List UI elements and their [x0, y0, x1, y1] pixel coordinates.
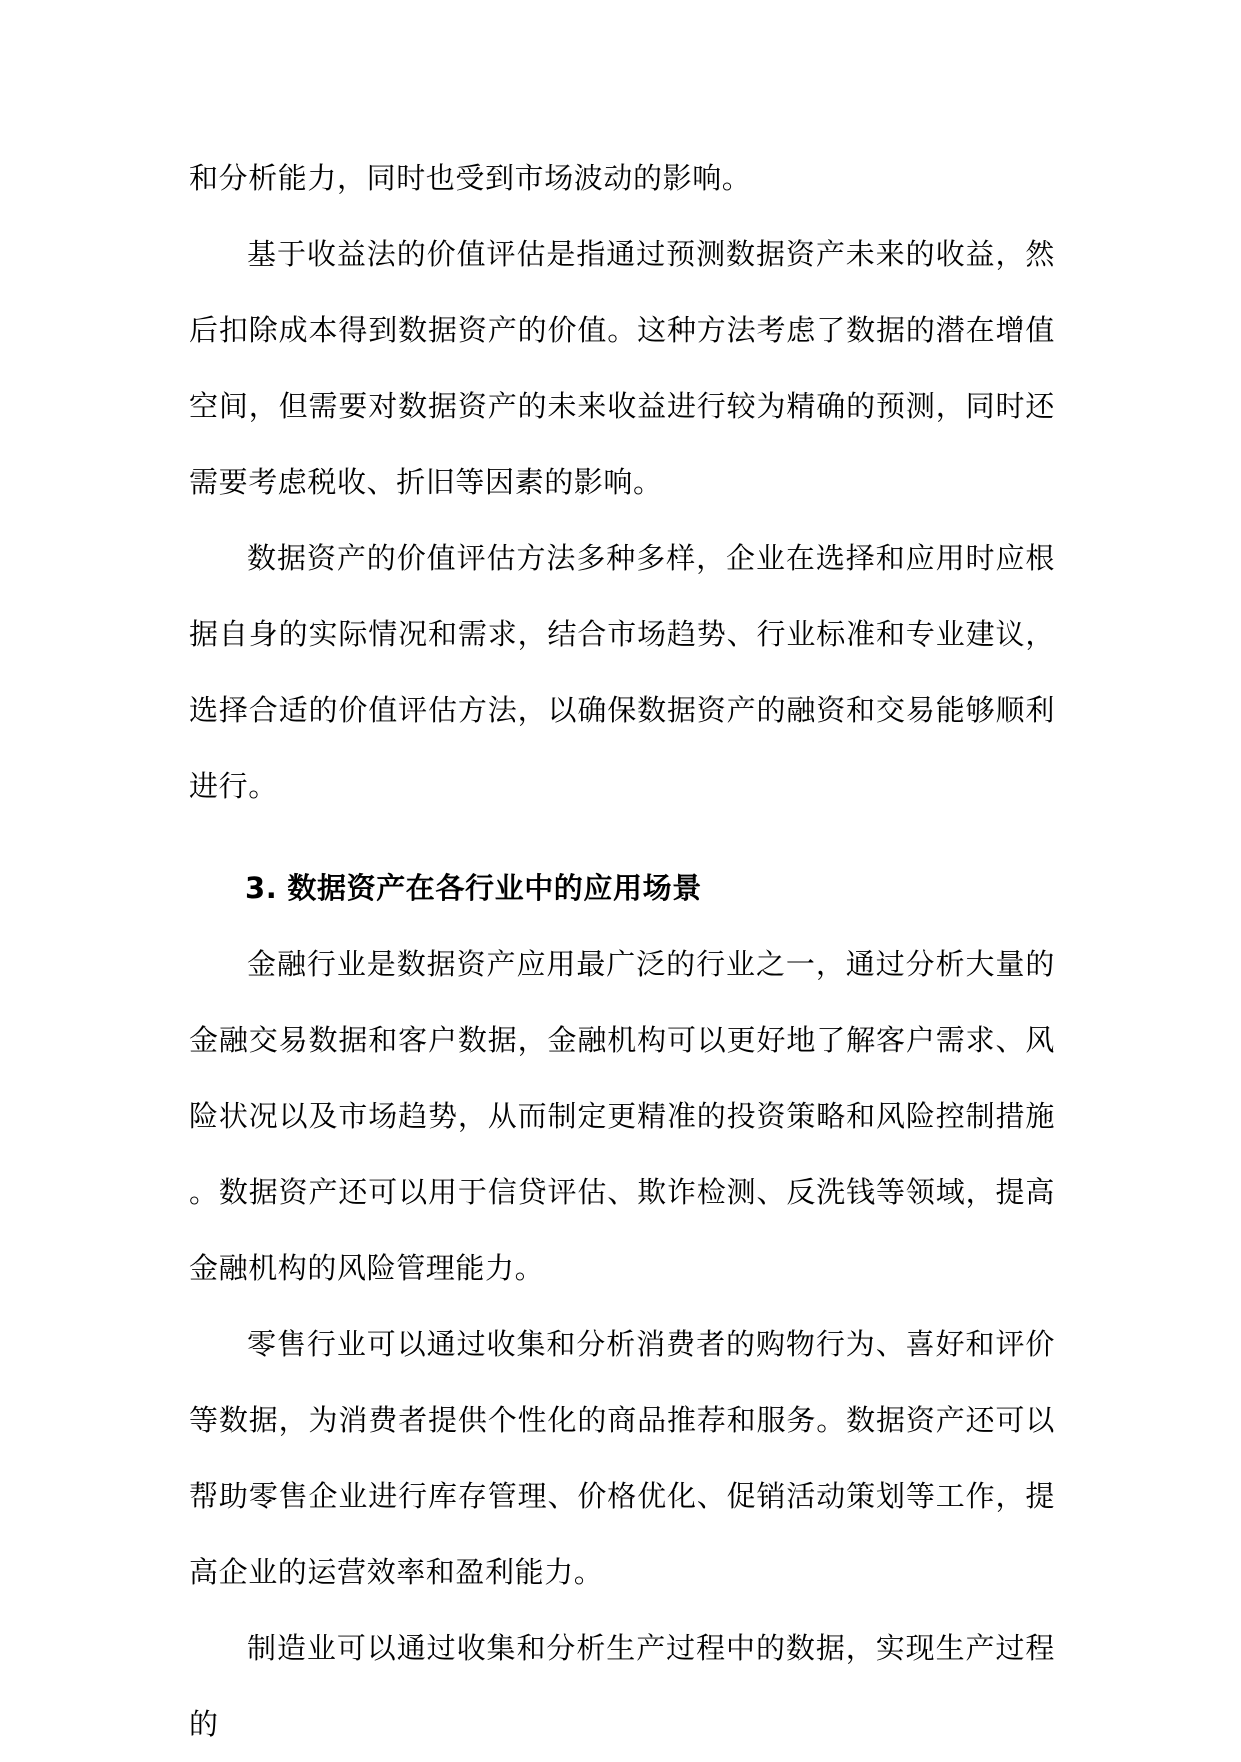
paragraph-manufacturing: 制造业可以通过收集和分析生产过程中的数据，实现生产过程的 [189, 1631, 1055, 1741]
paragraph-continuation: 和分析能力，同时也受到市场波动的影响。 [189, 161, 752, 195]
section-number: 3. [245, 871, 278, 905]
paragraph-valuation-summary: 数据资产的价值评估方法多种多样，企业在选择和应用时应根据自身的实际情况和需求，结合市场趋势、行业标准和专业建议，选择合适的价值评估方法，以确保数据资产的融资和交易能够顺利进行。 [189, 541, 1055, 803]
paragraph-income-approach: 基于收益法的价值评估是指通过预测数据资产未来的收益，然后扣除成本得到数据资产的价值。这种方法考虑了数据的潜在增值空间，但需要对数据资产的未来收益进行较为精确的预测，同时还需要考虑税收、折旧等因素的影响。 [189, 237, 1055, 499]
section-heading [189, 850, 1055, 926]
paragraph-finance: 金融行业是数据资产应用最广泛的行业之一，通过分析大量的金融交易数据和客户数据，金融机构可以更好地了解客户需求、风险状况以及市场趋势，从而制定更精准的投资策略和风险控制措施。数据资产还可以用于信贷评估、欺诈检测、反洗钱等领域，提高金融机构的风险管理能力。 [189, 947, 1055, 1285]
section-title: 数据资产在各行业中的应用场景 [287, 871, 702, 905]
paragraph-retail: 零售行业可以通过收集和分析消费者的购物行为、喜好和评价等数据，为消费者提供个性化的商品推荐和服务。数据资产还可以帮助零售企业进行库存管理、价格优化、促销活动策划等工作，提高企业的运营效率和盈利能力。 [189, 1327, 1055, 1589]
document-body [189, 140, 1055, 1762]
